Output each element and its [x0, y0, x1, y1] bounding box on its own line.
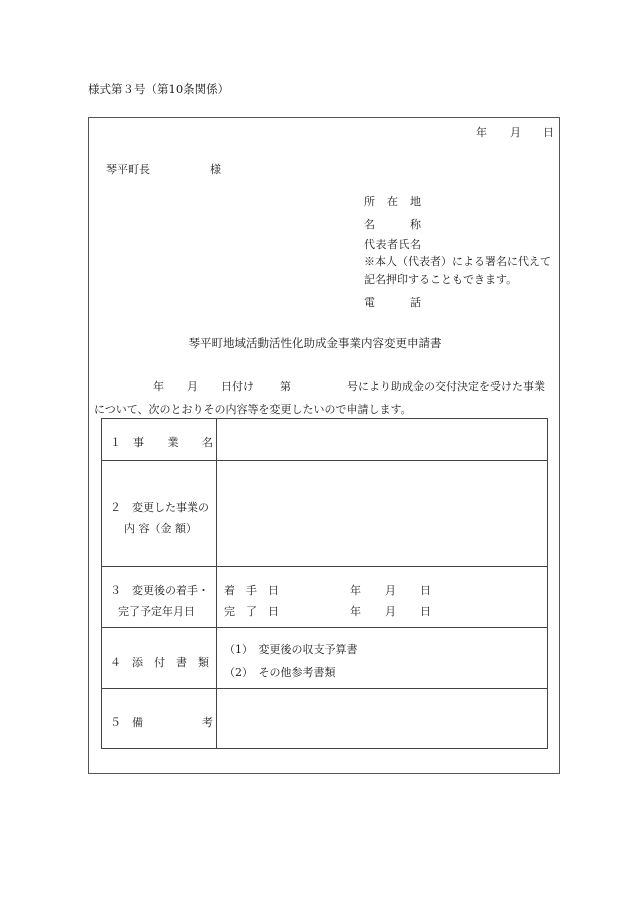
end-date-label: 完 了 日	[224, 605, 279, 618]
row-changed-content-label-line1: ２ 変更した事業の	[110, 501, 209, 514]
start-date-label: 着 手 日	[224, 584, 279, 597]
attachment-item-other: （2） その他参考書類	[224, 666, 336, 679]
body-line2: について、次のとおりその内容等を変更したいので申請します。	[94, 403, 412, 416]
applicant-name-label: 名 称	[364, 218, 422, 231]
row-schedule-label-line2: 完了予定年月日	[118, 605, 195, 618]
row-changed-content-label-line2: 内 容（金 額）	[124, 522, 197, 535]
form-number: 様式第３号（第10条関係）	[88, 82, 230, 96]
attachment-item-budget: （1） 変更後の収支予算書	[224, 643, 358, 656]
row-remarks-label-left: ５ 備	[110, 716, 143, 729]
body-number-prefix: 第	[280, 380, 291, 393]
applicant-phone-label: 電 話	[364, 296, 422, 309]
start-date-day: 日	[420, 584, 431, 597]
signature-note-line2: 記名押印することもできます。	[364, 273, 518, 286]
end-date-year: 年	[350, 605, 361, 618]
start-date-month: 月	[385, 584, 396, 597]
changed-content-field[interactable]	[220, 464, 545, 562]
project-name-field[interactable]	[220, 421, 545, 457]
start-date-year: 年	[350, 584, 361, 597]
applicant-representative-label: 代表者氏名	[364, 238, 422, 251]
date-year-label: 年	[476, 126, 487, 139]
date-month-label: 月	[510, 126, 521, 139]
applicant-address-label: 所 在 地	[364, 195, 422, 208]
body-dated: 日付け	[221, 380, 254, 393]
signature-note-line1: ※本人（代表者）による署名に代えて	[364, 255, 551, 268]
table-divider	[216, 419, 217, 748]
body-line1-rest: 号により助成金の交付決定を受けた事業	[347, 380, 545, 393]
application-table	[101, 418, 548, 749]
row-attachments-label: ４ 添 付 書 類	[110, 656, 209, 669]
date-day-label: 日	[543, 126, 554, 139]
body-month: 月	[187, 380, 198, 393]
row-project-name-label: １ 事 業 名	[110, 436, 214, 449]
document-title: 琴平町地域活動活性化助成金事業内容変更申請書	[188, 336, 442, 350]
addressee-name: 琴平町長	[106, 163, 150, 176]
remarks-field[interactable]	[220, 692, 545, 746]
end-date-day: 日	[420, 605, 431, 618]
row-remarks-label-right: 考	[202, 716, 213, 729]
body-year: 年	[153, 380, 164, 393]
row-schedule-label-line1: ３ 変更後の着手・	[110, 584, 209, 597]
end-date-month: 月	[385, 605, 396, 618]
addressee-honorific: 様	[210, 163, 221, 176]
